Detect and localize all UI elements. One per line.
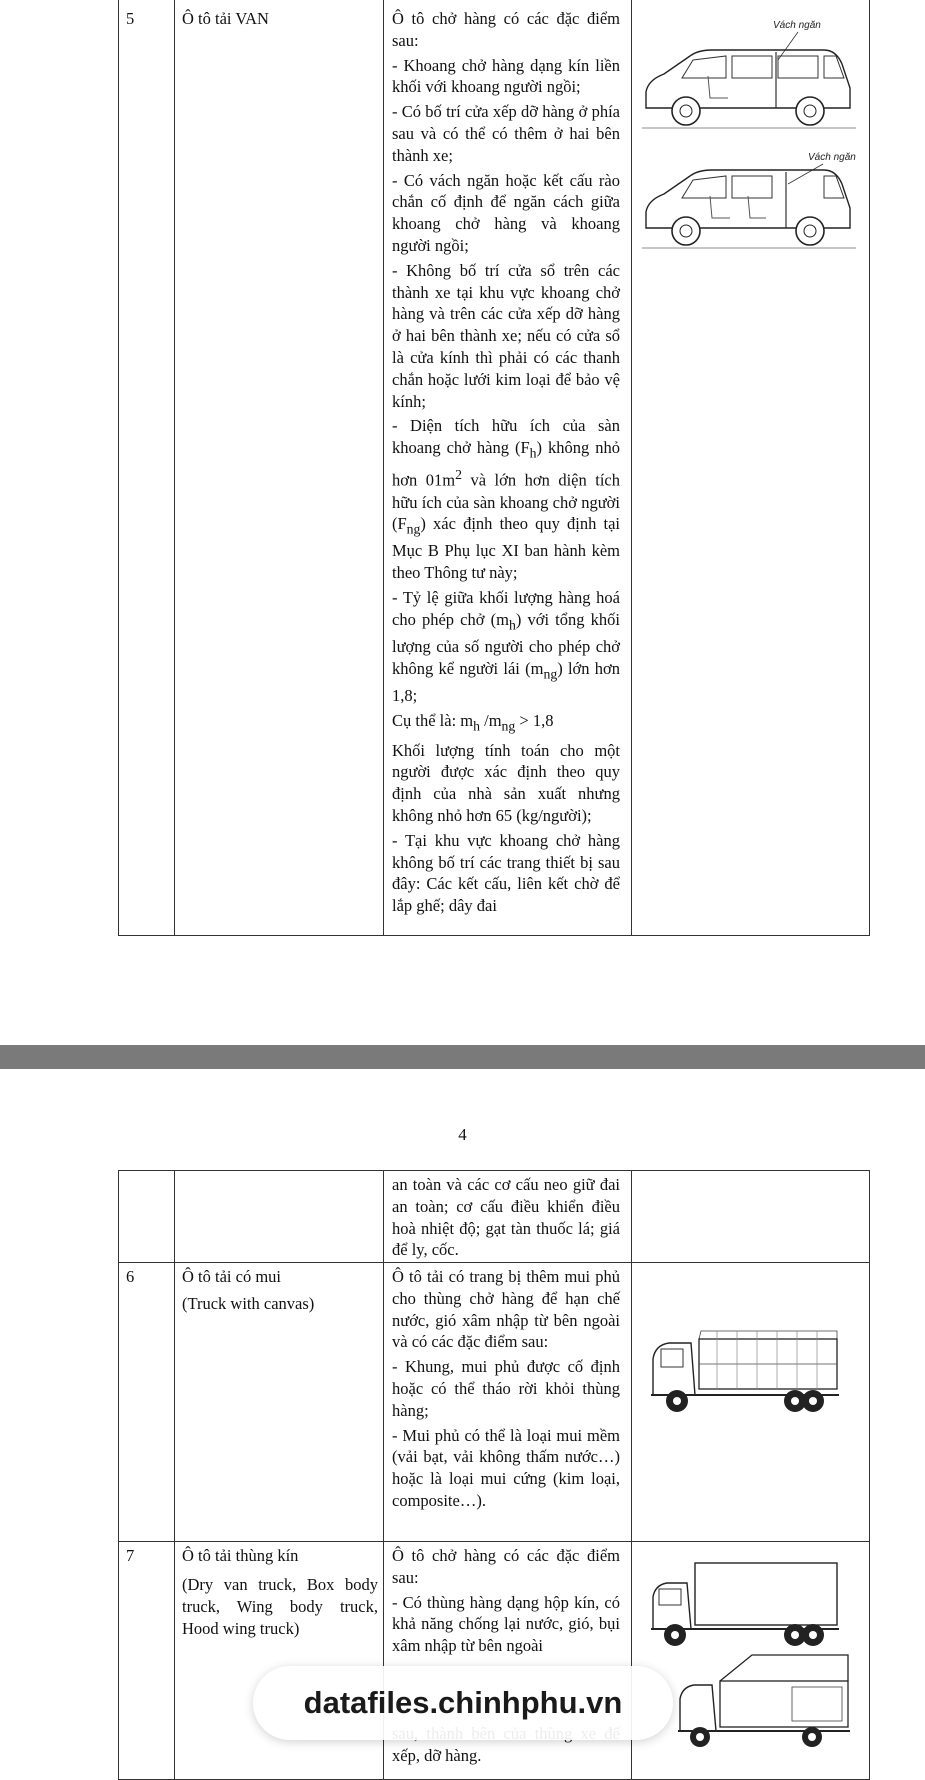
canvas-truck-illustration	[645, 1319, 845, 1419]
row-number: 6	[126, 1267, 135, 1286]
van-illustration	[638, 148, 860, 258]
desc-paragraph: - Khung, mui phủ được cố định hoặc có thể tháo rời khỏi thùng hàng;	[392, 1357, 620, 1420]
desc-paragraph: Ô tô chở hàng có các đặc điểm sau:	[392, 9, 620, 50]
desc-paragraph-ratio: - Tỷ lệ giữa khối lượng hàng hoá cho phép chở $(m_h)$ với tổng khối lượng của số người cho phép chở không kể người lái $(m_{ng})$ lớn hơn 1,8;	[392, 588, 621, 705]
van-illustration	[638, 16, 860, 138]
desc-paragraph-area: - Diện tích hữu ích của sàn khoang chở hàng $(F_h)$ không nhỏ hơn $01m^2$ và lớn hơn diện tích hữu ích của sàn khoang chở người $(F_{ng})$ xác định theo quy định tại Mục B Phụ lục XI ban hành kèm theo Thông tư này;	[392, 416, 621, 583]
page-number: 4	[458, 1125, 467, 1144]
desc-paragraph: - Mui phủ có thể là loại mui mềm (vải bạt, vải không thấm nước…) hoặc là loại mui cứng (kim loại, composite…).	[392, 1425, 620, 1510]
desc-paragraph: Ô tô chở hàng có các đặc điểm sau:	[392, 1546, 620, 1587]
vehicle-type-name: Ô tô tải thùng kín	[182, 1546, 299, 1565]
desc-continuation: an toàn và các cơ cấu neo giữ đai an toàn; cơ cấu điều khiển điều hoà nhiệt độ; gạt tàn thuốc lá; giá để ly, cốc.	[392, 1175, 620, 1260]
row-number: 7	[126, 1546, 135, 1565]
vehicle-type-name: Ô tô tải VAN	[182, 9, 269, 28]
vehicle-description	[392, 1266, 620, 1515]
desc-paragraph-spec: Cụ thể là: $m_h$ $/m_{ng} > 1,8$	[392, 710, 554, 733]
desc-paragraph: - Không bố trí cửa sổ trên các thành xe tại khu vực khoang chở hàng và trên các cửa xếp dỡ hàng ở hai bên thành xe; nếu có cửa sổ là cửa kính thì phải có các thanh chắn hoặc lưới kim loại để bảo vệ kính;	[392, 260, 620, 411]
vehicle-description	[392, 1545, 620, 1660]
desc-paragraph: - Khoang chở hàng dạng kín liền khối với khoang người ngồi;	[392, 55, 620, 97]
desc-paragraph: - Tại khu vực khoang chở hàng không bố trí các trang thiết bị sau đây: Các kết cấu, liên kết chờ để lắp ghế; dây đai	[392, 830, 620, 916]
desc-paragraph-tail: xếp, dỡ hàng.	[392, 1745, 482, 1765]
svg-text:Vách ngăn: Vách ngăn	[773, 20, 821, 31]
desc-paragraph: - Có thùng hàng dạng hộp kín, có khả năng chống lại nước, gió, bụi xâm nhập từ bên ngoài	[392, 1592, 620, 1656]
desc-paragraph: Ô tô tải có trang bị thêm mui phủ cho thùng chở hàng để hạn chế nước, gió xâm nhập từ bên ngoài và có các đặc điểm sau:	[392, 1267, 620, 1352]
box-truck-illustration	[645, 1557, 845, 1651]
desc-paragraph: Khối lượng tính toán cho một người được xác định theo quy định của nhà sản xuất nhưng không nhỏ hơn 65 (kg/người);	[392, 740, 620, 826]
vehicle-type-name-en: (Dry van truck, Box body truck, Wing body truck, Hood wing truck)	[182, 1575, 378, 1638]
vehicle-description	[392, 8, 620, 920]
watermark-banner: datafiles.chinhphu.vn	[253, 1666, 673, 1740]
desc-paragraph: - Có bố trí cửa xếp dỡ hàng ở phía sau và có thể có thêm ở hai bên thành xe;	[392, 102, 620, 165]
vehicle-type-name-en: (Truck with canvas)	[182, 1294, 315, 1313]
page-separator	[0, 1045, 925, 1069]
wing-body-truck-illustration	[672, 1651, 852, 1751]
desc-paragraph: - Có vách ngăn hoặc kết cấu rào chắn cố định để ngăn cách giữa khoang chở hàng và khoang người ngồi;	[392, 170, 620, 255]
svg-text:Vách ngăn: Vách ngăn	[808, 152, 856, 163]
vehicle-type-name: Ô tô tải có mui	[182, 1267, 281, 1286]
row-number: 5	[126, 9, 135, 28]
